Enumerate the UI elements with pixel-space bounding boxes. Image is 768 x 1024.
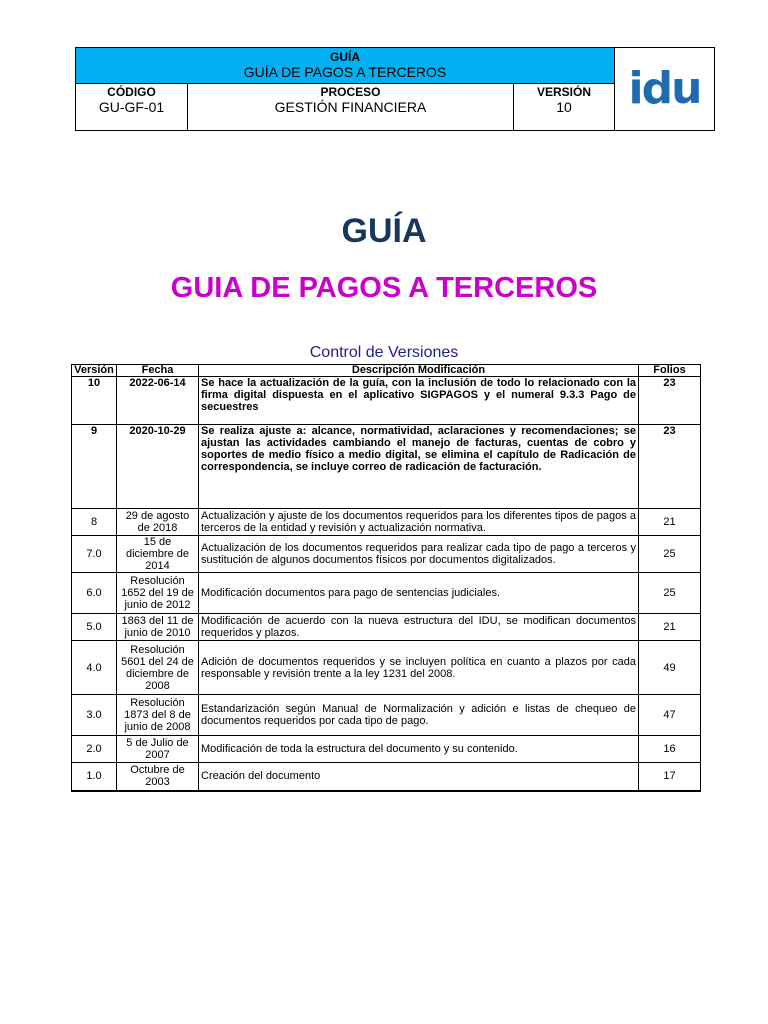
table-row: [72, 641, 701, 695]
row-folios: 17: [639, 763, 701, 791]
code-cell: [76, 84, 188, 130]
row-fecha: 29 de agosto de 2018: [117, 509, 199, 536]
page-title: GUÍA: [341, 212, 427, 250]
row-version: 7.0: [72, 536, 117, 573]
row-folios: 47: [639, 695, 701, 736]
row-fecha: 15 de diciembre de 2014: [117, 536, 199, 573]
row-descripcion: Modificación de acuerdo con la nueva estructura del IDU, se modifican documentos requeridos y plazos.: [199, 614, 639, 641]
row-fecha: Octubre de 2003: [117, 763, 199, 791]
logo-text: idu: [628, 63, 701, 114]
table-row: [72, 736, 701, 763]
row-version: 2.0: [72, 736, 117, 763]
versions-table: [71, 364, 701, 792]
doc-type: GUÍA: [330, 50, 360, 64]
code-value: GU-GF-01: [98, 99, 165, 115]
row-fecha: 5 de Julio de 2007: [117, 736, 199, 763]
table-row: [72, 695, 701, 736]
row-version: 9: [72, 425, 117, 509]
row-version: 4.0: [72, 641, 117, 695]
table-row: [72, 536, 701, 573]
process-label: PROCESO: [320, 85, 381, 99]
table-row: [72, 573, 701, 614]
row-version: 8: [72, 509, 117, 536]
row-descripcion: Se hace la actualización de la guía, con la inclusión de todo lo relacionado con la firma digital dispuesta en el aplicativo SIGPAGOS y el numeral 9.3.3 Pago de secuestres: [199, 377, 639, 425]
header-version: Versión: [72, 365, 117, 377]
row-fecha: Resolución 1652 del 19 de junio de 2012: [117, 573, 199, 614]
row-fecha: 2020-10-29: [117, 425, 199, 509]
row-folios: 25: [639, 573, 701, 614]
versions-table-body: [72, 377, 701, 791]
doc-title: GUÍA DE PAGOS A TERCEROS: [243, 64, 447, 80]
row-fecha: 2022-06-14: [117, 377, 199, 425]
row-version: 3.0: [72, 695, 117, 736]
table-header-row: [72, 365, 701, 377]
row-descripcion: Actualización y ajuste de los documentos requeridos para los diferentes tipos de pagos a terceros de la entidad y revisión y actualización normativa.: [199, 509, 639, 536]
version-cell: [514, 84, 615, 130]
row-folios: 21: [639, 614, 701, 641]
header-descripcion: Descripción Modificación: [199, 365, 639, 377]
table-row: [72, 763, 701, 791]
row-version: 6.0: [72, 573, 117, 614]
row-fecha: Resolución 1873 del 8 de junio de 2008: [117, 695, 199, 736]
table-row: [72, 614, 701, 641]
row-version: 10: [72, 377, 117, 425]
row-descripcion: Modificación documentos para pago de sentencias judiciales.: [199, 573, 639, 614]
process-value: GESTIÓN FINANCIERA: [274, 99, 427, 115]
row-folios: 25: [639, 536, 701, 573]
version-value: 10: [556, 99, 572, 115]
code-label: CÓDIGO: [107, 85, 156, 99]
row-descripcion: Se realiza ajuste a: alcance, normatividad, aclaraciones y recomendaciones; se ajustan las actividades cambiando el manejo de facturas, cuentas de cobro y soportes de medio físico a medio digital, se elimina el capítulo de Radicación de correspondencia, se incluye correo de radicación de facturación.: [199, 425, 639, 509]
table-row: [72, 509, 701, 536]
row-descripcion: Modificación de toda la estructura del documento y su contenido.: [199, 736, 639, 763]
row-version: 1.0: [72, 763, 117, 791]
row-fecha: Resolución 5601 del 24 de diciembre de 2008: [117, 641, 199, 695]
table-row: [72, 377, 701, 425]
row-descripcion: Adición de documentos requeridos y se incluyen política en cuanto a plazos por cada responsable y revisión trente a la ley 1231 del 2008.: [199, 641, 639, 695]
version-label: VERSIÓN: [536, 85, 591, 99]
process-cell: [188, 84, 514, 130]
table-row: [72, 425, 701, 509]
idu-logo: [615, 48, 714, 129]
header-banner: [76, 48, 615, 84]
row-descripcion: Creación del documento: [199, 763, 639, 791]
header-folios: Folios: [639, 365, 701, 377]
row-descripcion: Estandarización según Manual de Normalización y adición e listas de chequeo de documentos requeridos por cada tipo de pago.: [199, 695, 639, 736]
row-descripcion: Actualización de los documentos requeridos para realizar cada tipo de pago a terceros y sustitución de algunos documentos físicos por documentos digitalizados.: [199, 536, 639, 573]
row-folios: 21: [639, 509, 701, 536]
header-fecha: Fecha: [117, 365, 199, 377]
document-header: [75, 47, 715, 131]
row-folios: 16: [639, 736, 701, 763]
row-folios: 23: [639, 425, 701, 509]
control-versions-title: Control de Versiones: [309, 344, 459, 361]
row-version: 5.0: [72, 614, 117, 641]
page-subtitle: GUIA DE PAGOS A TERCEROS: [170, 272, 598, 304]
row-folios: 49: [639, 641, 701, 695]
row-folios: 23: [639, 377, 701, 425]
row-fecha: 1863 del 11 de junio de 2010: [117, 614, 199, 641]
